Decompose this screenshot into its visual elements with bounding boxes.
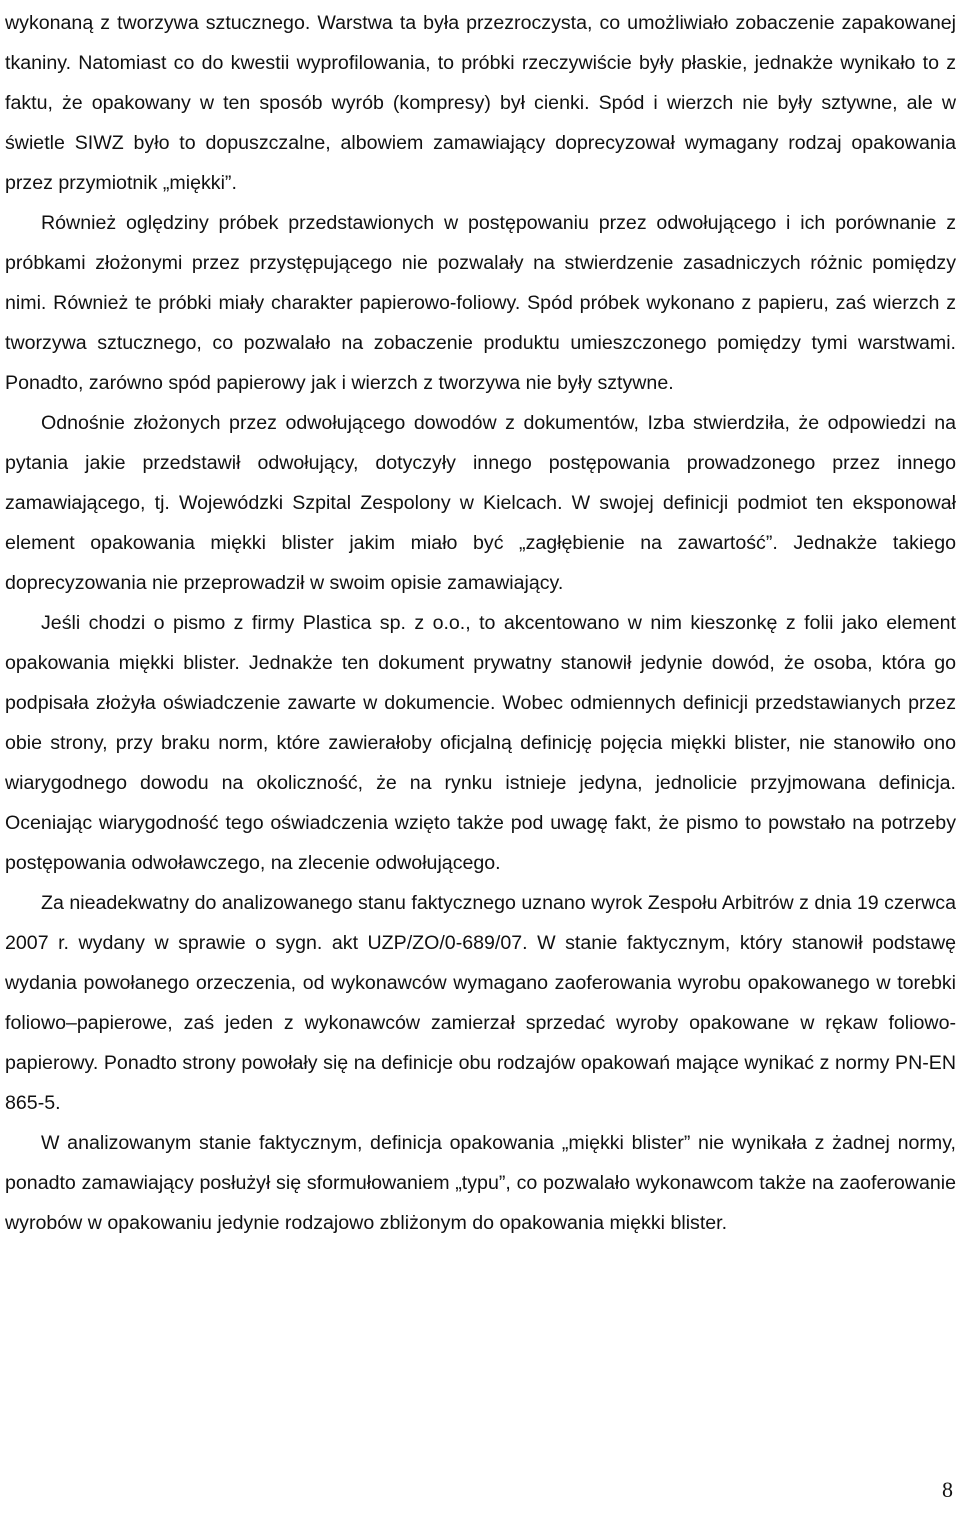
page-number: 8 bbox=[942, 1477, 953, 1502]
document-page bbox=[5, 0, 956, 1243]
paragraph-continuation: wykonaną z tworzywa sztucznego. Warstwa ta była przezroczysta, co umożliwiało zobaczenie zapakowanej tkaniny. Natomiast co do kwestii wyprofilowania, to próbki rzeczywiście były płaskie, jednakże wynikało to z faktu, że opakowany w ten sposób wyrób (kompresy) był cienki. Spód i wierzch nie były sztywne, ale w świetle SIWZ było to dopuszczalne, albowiem zamawiający doprecyzował wymagany rodzaj opakowania przez przymiotnik „miękki”. bbox=[5, 12, 956, 194]
paragraph-sample-inspection: Również oględziny próbek przedstawionych w postępowaniu przez odwołującego i ich porównanie z próbkami złożonymi przez przystępującego nie pozwalały na stwierdzenie zasadniczych różnic pomiędzy nimi. Również te próbki miały charakter papierowo-foliowy. Spód próbek wykonano z papieru, zaś wierzch z tworzywa sztucznego, co pozwalało na zobaczenie produktu umieszczonego pomiędzy tymi warstwami. Ponadto, zarówno spód papierowy jak i wierzch z tworzywa nie były sztywne. bbox=[5, 212, 956, 394]
paragraph-blister-definition: W analizowanym stanie faktycznym, definicja opakowania „miękki blister” nie wynikała z żadnej normy, ponadto zamawiający posłużył się sformułowaniem „typu”, co pozwalało wykonawcom także na zaoferowanie wyrobów w opakowaniu jedynie rodzajowo zbliżonym do opakowania miękki blister. bbox=[5, 1132, 956, 1234]
paragraph-documentary-evidence: Odnośnie złożonych przez odwołującego dowodów z dokumentów, Izba stwierdziła, że odpowiedzi na pytania jakie przedstawił odwołujący, dotyczyły innego postępowania prowadzonego przez innego zamawiającego, tj. Wojewódzki Szpital Zespolony w Kielcach. W swojej definicji podmiot ten eksponował element opakowania miękki blister jakim miało być „zagłębienie na zawartość”. Jednakże takiego doprecyzowania nie przeprowadził w swoim opisie zamawiający. bbox=[5, 412, 956, 594]
paragraph-arbitration-ruling: Za nieadekwatny do analizowanego stanu faktycznego uznano wyrok Zespołu Arbitrów z dnia 19 czerwca 2007 r. wydany w sprawie o sygn. akt UZP/ZO/0-689/07. W stanie faktycznym, który stanowił podstawę wydania powołanego orzeczenia, od wykonawców wymagano zaoferowania wyrobu opakowanego w torebki foliowo–papierowe, zaś jeden z wykonawców zamierzał sprzedać wyroby opakowane w rękaw foliowo-papierowy. Ponadto strony powołały się na definicje obu rodzajów opakowań mające wynikać z normy PN-EN 865-5. bbox=[5, 892, 956, 1114]
paragraph-plastica-letter: Jeśli chodzi o pismo z firmy Plastica sp. z o.o., to akcentowano w nim kieszonkę z folii jako element opakowania miękki blister. Jednakże ten dokument prywatny stanowił jedynie dowód, że osoba, która go podpisała złożyła oświadczenie zawarte w dokumencie. Wobec odmiennych definicji przedstawianych przez obie strony, przy braku norm, które zawierałoby oficjalną definicję pojęcia miękki blister, nie stanowiło ono wiarygodnego dowodu na okoliczność, że na rynku istnieje jedyna, jednolicie przyjmowana definicja. Oceniając wiarygodność tego oświadczenia wzięto także pod uwagę fakt, że pismo to powstało na potrzeby postępowania odwoławczego, na zlecenie odwołującego. bbox=[5, 612, 956, 874]
